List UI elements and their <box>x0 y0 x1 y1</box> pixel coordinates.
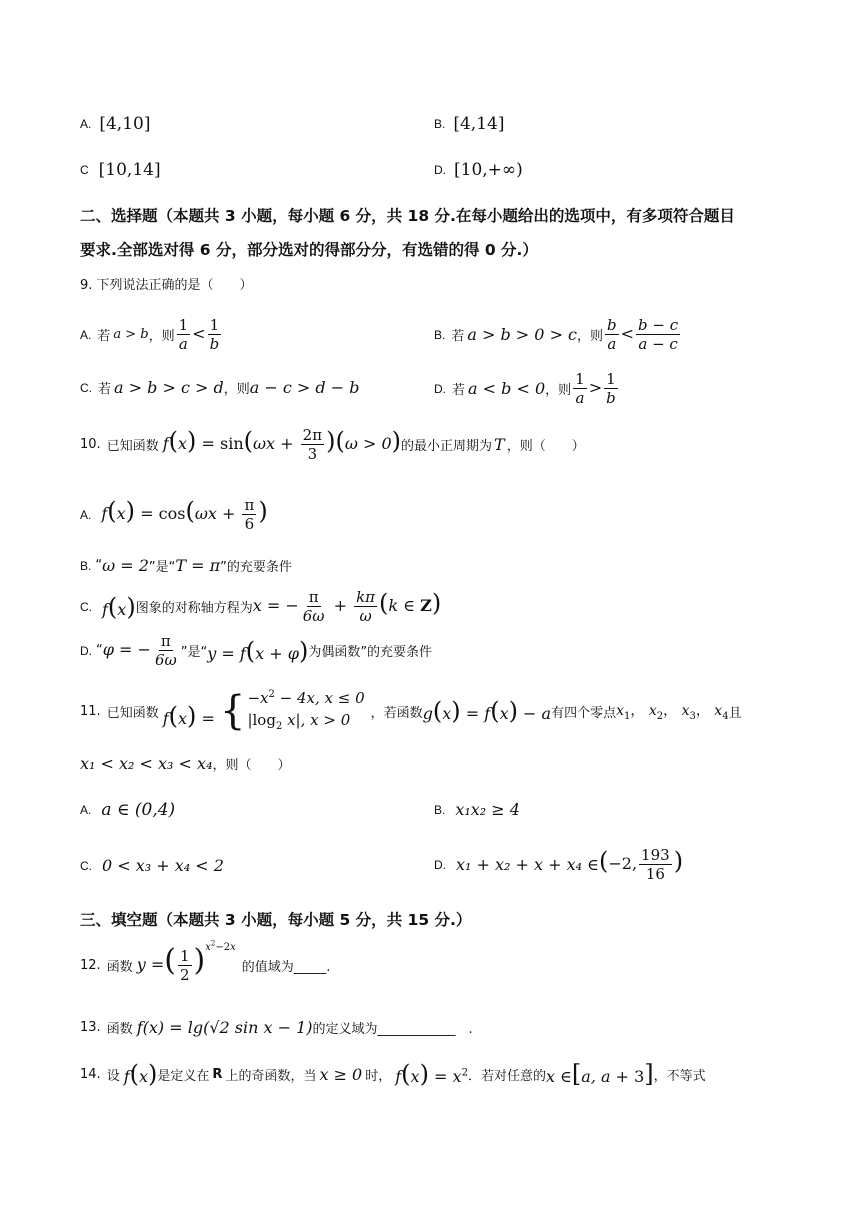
option-text: 若 <box>98 382 112 397</box>
option-math: a > b > c > d <box>114 378 224 397</box>
question-text: 已知函数 <box>106 439 159 454</box>
question-text: 时， <box>365 1068 392 1084</box>
interval-math: x ∈[a, a + 3] <box>545 1060 654 1088</box>
q11-option-b <box>434 800 520 819</box>
option-math: x₁ + x₂ + x + x₄ ∈ <box>456 855 599 874</box>
q8-option-b <box>434 114 504 134</box>
zeros-list: $x_1$， $x_2$， $x_3$， $x_4$ <box>616 703 729 722</box>
function-formula: y =( $\frac{1}{2}$ )$^{x^2-2x}$ <box>136 939 236 984</box>
q9-option-b <box>434 316 682 353</box>
question-text: ，若函数 <box>370 705 423 721</box>
condition-math: x₁ < x₂ < x₃ < x₄ <box>80 754 213 773</box>
q11-option-a <box>80 800 175 820</box>
option-math: f(x) = cos(ωx + $\frac{\pi}{6}$ ) <box>101 496 268 533</box>
option-label: D. <box>434 857 446 872</box>
option-math: 0 < x₃ + x₄ < 2 <box>102 856 224 875</box>
function-g: g(x) = f(x) − a <box>422 697 552 725</box>
q9-option-d <box>434 370 620 407</box>
option-label: C. <box>80 380 92 395</box>
question-number: 13. <box>80 1020 101 1035</box>
fraction-1-over-a: $\frac{1}{a}$ < $\frac{1}{b}$ <box>178 316 220 353</box>
question-text: 函数 <box>106 959 133 975</box>
option-label: A. <box>80 327 92 342</box>
option-math: f(x) <box>102 592 136 621</box>
q10-option-d <box>80 632 432 669</box>
function-formula: $f(x) = x^2$ <box>395 1060 468 1088</box>
q8-option-c <box>80 160 161 180</box>
option-text: ”是“ <box>148 560 176 575</box>
function-symbol: f(x) <box>123 1060 158 1088</box>
question-number: 10. <box>80 437 101 452</box>
q10-stem <box>80 426 585 463</box>
question-text: ，则（ ） <box>506 439 585 454</box>
option-label: A. <box>80 117 92 131</box>
q10-option-a <box>80 496 268 533</box>
section2-header-line1: 二、选择题（本题共 3 小题，每小题 6 分，共 18 分.在每小题给出的选项中，有多项符合题目 <box>80 207 735 225</box>
option-math: a − c > d − b <box>249 378 360 397</box>
real-set-symbol: R <box>212 1066 223 1082</box>
option-label: B. <box>434 117 446 131</box>
option-math: a < b < 0 <box>468 379 546 398</box>
option-math: ω = 2 <box>102 556 149 575</box>
fraction-1-over-a: $\frac{1}{a}$ > $\frac{1}{b}$ <box>575 370 616 407</box>
question-text: ．若对任意的 <box>467 1068 546 1084</box>
question-text: 上的奇函数，当 <box>225 1068 317 1084</box>
option-math: a > b <box>113 327 149 342</box>
option-math: x = − $\frac{\pi}{6\omega}$ + $\frac{k\pi}{\omega}$ (k ∈ Z) <box>252 588 442 625</box>
option-math: φ = − $\frac{\pi}{6\omega}$ <box>102 632 177 669</box>
q10-option-c <box>80 588 441 625</box>
option-math: a ∈ (0,4) <box>101 800 176 820</box>
option-math: T = π <box>175 556 221 575</box>
option-label: B. <box>434 802 446 817</box>
option-math: [10,14] <box>98 160 161 180</box>
option-text: 若 <box>97 329 111 344</box>
q11-option-d <box>434 846 683 883</box>
option-text: 为偶函数”的充要条件 <box>308 645 433 660</box>
option-text: ，则 <box>148 329 175 344</box>
fraction-b-over-a: $\frac{b}{a}$ < $\frac{b - c}{a - c}$ <box>607 316 679 353</box>
q11-stem-line2 <box>80 754 291 773</box>
function-formula: f(x) = sin(ωx + $\frac{2\pi}{3}$ )(ω > 0) <box>162 426 401 463</box>
question-text: 已知函数 <box>106 705 159 721</box>
option-label: C <box>80 163 89 177</box>
option-label: D. <box>434 163 446 177</box>
option-label: A. <box>80 803 92 817</box>
q13 <box>80 1018 473 1037</box>
question-text: 是定义在 <box>157 1068 210 1084</box>
section2-header-line2: 要求.全部选对得 6 分，部分选对的得部分分，有选错的得 0 分.） <box>80 241 538 259</box>
q8-option-d <box>434 160 523 180</box>
option-text: ”的充要条件 <box>220 560 292 575</box>
option-text: ，则 <box>545 383 572 398</box>
option-label: C. <box>80 599 92 614</box>
q9-stem: 9. 下列说法正确的是（ ） <box>80 278 253 293</box>
option-math: [10,+∞) <box>454 160 523 180</box>
option-text: 若 <box>451 329 465 344</box>
question-text: 的值域为_____. <box>241 959 331 975</box>
q14 <box>80 1062 706 1086</box>
question-text: 的定义域为____________ . <box>312 1022 473 1037</box>
option-text: ，则 <box>223 382 250 397</box>
option-text: 图象的对称轴方程为 <box>135 601 253 616</box>
option-math: [4,14] <box>453 114 505 134</box>
q11-stem <box>80 684 742 738</box>
interval-math: (−2, $\frac{193}{16}$ ) <box>599 846 684 883</box>
question-number: 12. <box>80 957 101 973</box>
option-text: “ <box>96 643 103 658</box>
option-label: A. <box>80 507 92 522</box>
question-text: ，则（ ） <box>212 758 291 773</box>
question-number: 14. <box>80 1066 101 1082</box>
option-math: [4,10] <box>99 114 151 134</box>
function-formula: f(x) = lg(√2 sin x − 1) <box>136 1018 313 1037</box>
question-text: 函数 <box>106 1022 133 1037</box>
condition-math: x ≥ 0 <box>319 1064 363 1084</box>
option-label: C. <box>80 858 92 873</box>
section3-header: 三、填空题（本题共 3 小题，每小题 5 分，共 15 分.） <box>80 911 472 929</box>
option-text: ”是“ <box>180 645 208 660</box>
option-math: x₁x₂ ≥ 4 <box>455 800 520 819</box>
piecewise-function: f(x) = { $-x^2 - 4x$, x ≤ 0 $|\log_2$ x|, x > 0 <box>162 688 365 734</box>
option-label: B. <box>434 327 446 342</box>
question-number: 11. <box>80 703 101 719</box>
option-label: D. <box>434 381 446 396</box>
question-text: 且 <box>728 705 742 721</box>
option-math: y = f(x + φ) <box>207 636 309 665</box>
option-text: ，则 <box>577 329 604 344</box>
option-text: “ <box>95 558 103 573</box>
option-label: B. <box>80 558 92 573</box>
option-math: a > b > 0 > c <box>467 325 578 344</box>
question-text: ，不等式 <box>653 1068 706 1084</box>
question-text: 设 <box>106 1068 120 1084</box>
option-label: D. <box>80 643 92 658</box>
period-symbol: T <box>494 435 505 454</box>
q12 <box>80 939 331 984</box>
q8-option-a <box>80 114 150 134</box>
option-text: 若 <box>452 383 466 398</box>
question-text: 的最小正周期为 <box>401 439 493 454</box>
q10-option-b <box>80 556 292 575</box>
q9-option-c <box>80 378 359 397</box>
q9-option-a <box>80 316 223 353</box>
question-text: 有四个零点 <box>551 705 617 721</box>
q11-option-c <box>80 856 224 875</box>
